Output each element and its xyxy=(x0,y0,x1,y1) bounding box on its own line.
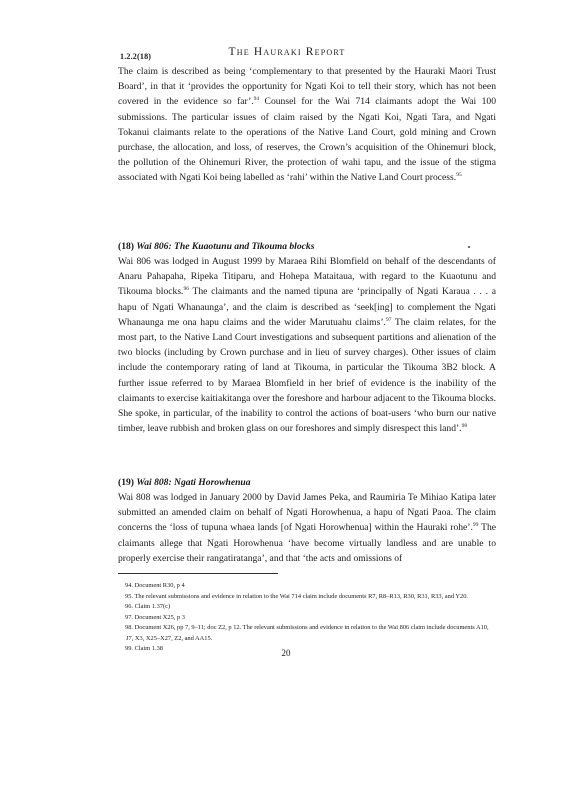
footnote-99: 99. Claim 1.38 xyxy=(125,645,163,652)
footnote-ref[interactable]: 98 xyxy=(461,423,468,430)
footnote-ref[interactable]: 94 xyxy=(253,96,260,103)
footnote-98: 98. Document X26, pp 7, 9–11; doc Z2, p 12. The relevant submissions and evidence in relation to the Wai 806 claim include documents A10, J7, X3, X25–X27, Z2, and AA15. xyxy=(125,624,489,642)
intro-paragraph xyxy=(118,64,496,186)
footnote-94: 94. Document R30, p 4 xyxy=(125,582,185,589)
text-run: The claimants allege that Ngati Horowhenua ‘have become virtually landless and are unable to properly exercise their rangatiratanga’, and that ‘the acts and omissions of xyxy=(118,522,497,564)
text-run: Wai 808 was lodged in January 2000 by David James Peka, and Raumiria Te Mihiao Katipa later submitted an amended claim on behalf of Ngati Horowhenua, a hapu of Ngati Paoa. The claim concerns the ‘loss of tupuna whaea lands [of Ngati Horowhenua] within the Hauraki rohe’. xyxy=(118,492,496,534)
footnote-95: 95. The relevant submissions and evidence in relation to the Wai 714 claim include documents R7, R8–R13, R30, R31, R33, and Y20. xyxy=(125,592,468,600)
footnote-ref[interactable]: 99 xyxy=(472,522,479,529)
text-run: Wai 806 was lodged in August 1999 by Maraea Rihi Blomfield on behalf of the descendants of Anaru Pahapaha, Ripeka Titiparu, and Hohepa Mataitaua, with regard to the Kuaotunu and Tikouma blocks. xyxy=(118,256,496,298)
wai808-paragraph xyxy=(118,490,496,566)
text-run: The claimants and the named tipuna are ‘principally of Ngati Karaua . . . a hapu of Ngati Whanaunga’, and the claim is described as ‘seek[ing] to complement the Ngati Whanaunga me ona hapu claims and the wider Marutuahu claims’. xyxy=(118,286,496,328)
heading-number: (19) xyxy=(118,477,134,488)
section-heading-wai806 xyxy=(118,239,314,254)
footnotes xyxy=(118,581,496,655)
section-number: 1.2.2(18) xyxy=(120,52,152,61)
running-title: The Hauraki Report xyxy=(228,46,346,58)
footnote-ref[interactable]: 96 xyxy=(183,286,189,293)
text-run: The claim relates, for the most part, to the Native Land Court investigations and subsequent partitions and alienation of the two blocks (including by Crown purchase and in lieu of survey charges). Other issues of claim include the contemporary rating of land at Tikouma, in particular the Tikouma 3B2 block. A further issue referred to by Maraea Blomfield in her brief of evidence is the inability of the claimants to exercise kaitiakitanga over the foreshore and harbour adjacent to the Tikouma blocks. She spoke, in particular, of the inability to control the actions of boat-users ‘who burn our native timber, leave rubbish and broken glass on our foreshores and simply disrespect this land’. xyxy=(118,316,496,435)
heading-title: Wai 806: The Kuaotunu and Tikouma blocks xyxy=(136,241,315,252)
footnote-divider xyxy=(118,573,278,574)
footnote-96: 96. Claim 1.37(c) xyxy=(125,603,171,610)
footnote-ref[interactable]: 95 xyxy=(456,172,462,179)
heading-title: Wai 808: Ngati Horowhenua xyxy=(136,477,251,488)
text-run: The claim is described as being ‘complementary to that presented by the Hauraki Maori Trust Board’, in that it ‘provides the opportunity for Ngati Koi to tell their story, which has not been covered in the evidence so far’. xyxy=(118,66,496,108)
footnote-97: 97. Document X25, p 3 xyxy=(125,613,185,621)
text-run: Counsel for the Wai 714 claimants adopt the Wai 100 submissions. The particular issues of claim raised by the Ngati Koi, Ngati Tara, and Ngati Tokanui claimants relate to the operations of the Native Land Court, gold mining and Crown purchase, the allocation, and loss, of reserves, the Crown’s acquisition of the Ohinemuri block, the pollution of the Ohinemuri River, the protection of wahi tapu, and the issue of the stigma associated with Ngati Koi being labelled as ‘rahi’ within the Native Land Court process. xyxy=(118,96,496,184)
heading-number: (18) xyxy=(118,241,134,252)
page-number: 20 xyxy=(281,648,291,658)
wai806-paragraph xyxy=(118,254,496,436)
footnote-ref[interactable]: 97 xyxy=(385,316,392,323)
section-heading-wai808 xyxy=(118,475,251,490)
scan-speck xyxy=(468,246,470,248)
